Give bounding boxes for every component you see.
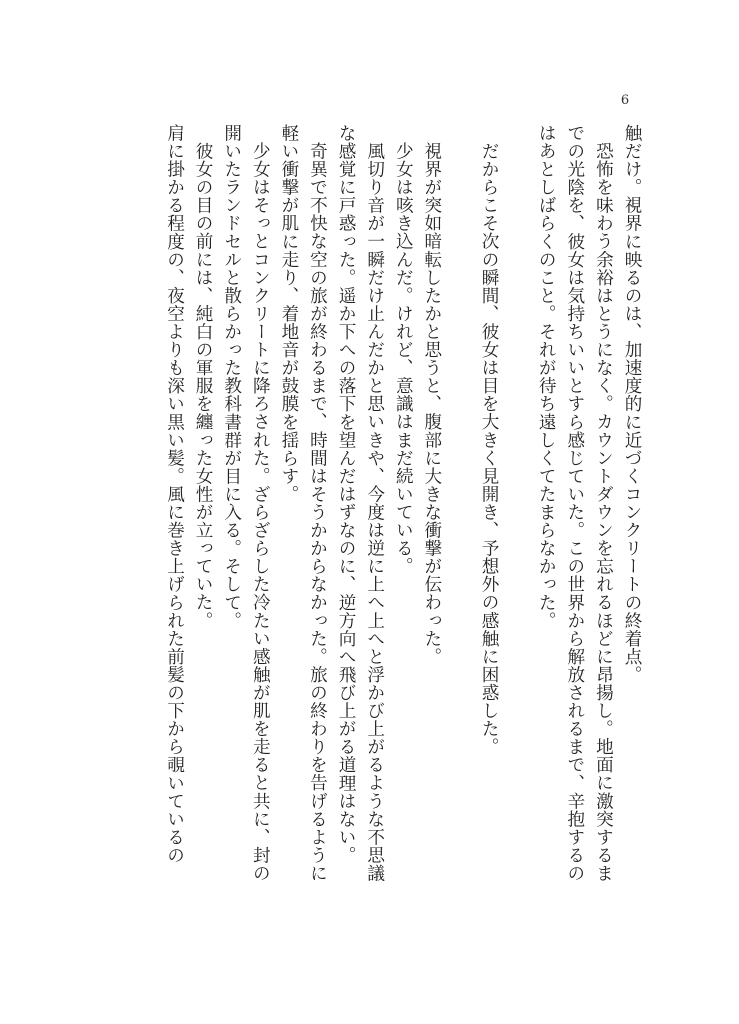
text-line: だからこそ次の瞬間、彼女は目を大きく見開き、予想外の感触に困惑した。 — [479, 141, 500, 756]
text-line: 少女はそっとコンクリートに降ろされた。ざらざらした冷たい感触が肌を走ると共に、封の — [250, 141, 271, 882]
text-line: 奇異で不快な空の旅が終わるまで、時間はそうかからなかった。旅の終わりを告げるように — [307, 141, 328, 882]
text-line: 彼女の目の前には、純白の軍服を纏った女性が立っていた。 — [193, 141, 214, 629]
blank-line — [446, 124, 475, 125]
text-line: 恐怖を味わう余裕はとうになく。カウントダウンを忘れるほどに昂揚し。地面に激突するま — [593, 141, 614, 882]
text-line: での光陰を、彼女は気持ちいいとすら感じていた。この世界から解放されるまで、辛抱するの — [564, 124, 585, 883]
text-line: 触だけ。視界に映るのは、加速度的に近づくコンクリートの終着点。 — [622, 124, 642, 684]
text-line: 軽い衝撃が肌に走り、着地音が鼓膜を揺らす。 — [278, 124, 299, 504]
text-line: はあとしばらくのこと。それが待ち遠しくてたまらなかった。 — [536, 124, 557, 630]
blank-line — [503, 124, 532, 125]
text-line: 肩に掛かる程度の、夜空よりも深い黒い髪。風に巻き上げられた前髪の下から覗いているの — [164, 124, 185, 865]
text-line: な感覚に戸惑った。遥か下への落下を望んだはずなのに、逆方向へ飛び上がる道理はない。 — [336, 124, 357, 865]
text-line: 少女は咳き込んだ。けれど、意識はまだ続いている。 — [393, 141, 414, 575]
text-line: 開いたランドセルと散らかった教科書群が目に入る。そして。 — [221, 124, 242, 630]
text-line: 視界が突如暗転したかと思うと、腹部に大きな衝撃が伝わった。 — [421, 141, 442, 666]
page-number: 6 — [620, 93, 630, 108]
text-line: 風切り音が一瞬だけ止んだかと思いきや、今度は逆に上へ上へと浮かび上がるような不思議 — [364, 141, 385, 882]
novel-text-block — [120, 124, 646, 964]
